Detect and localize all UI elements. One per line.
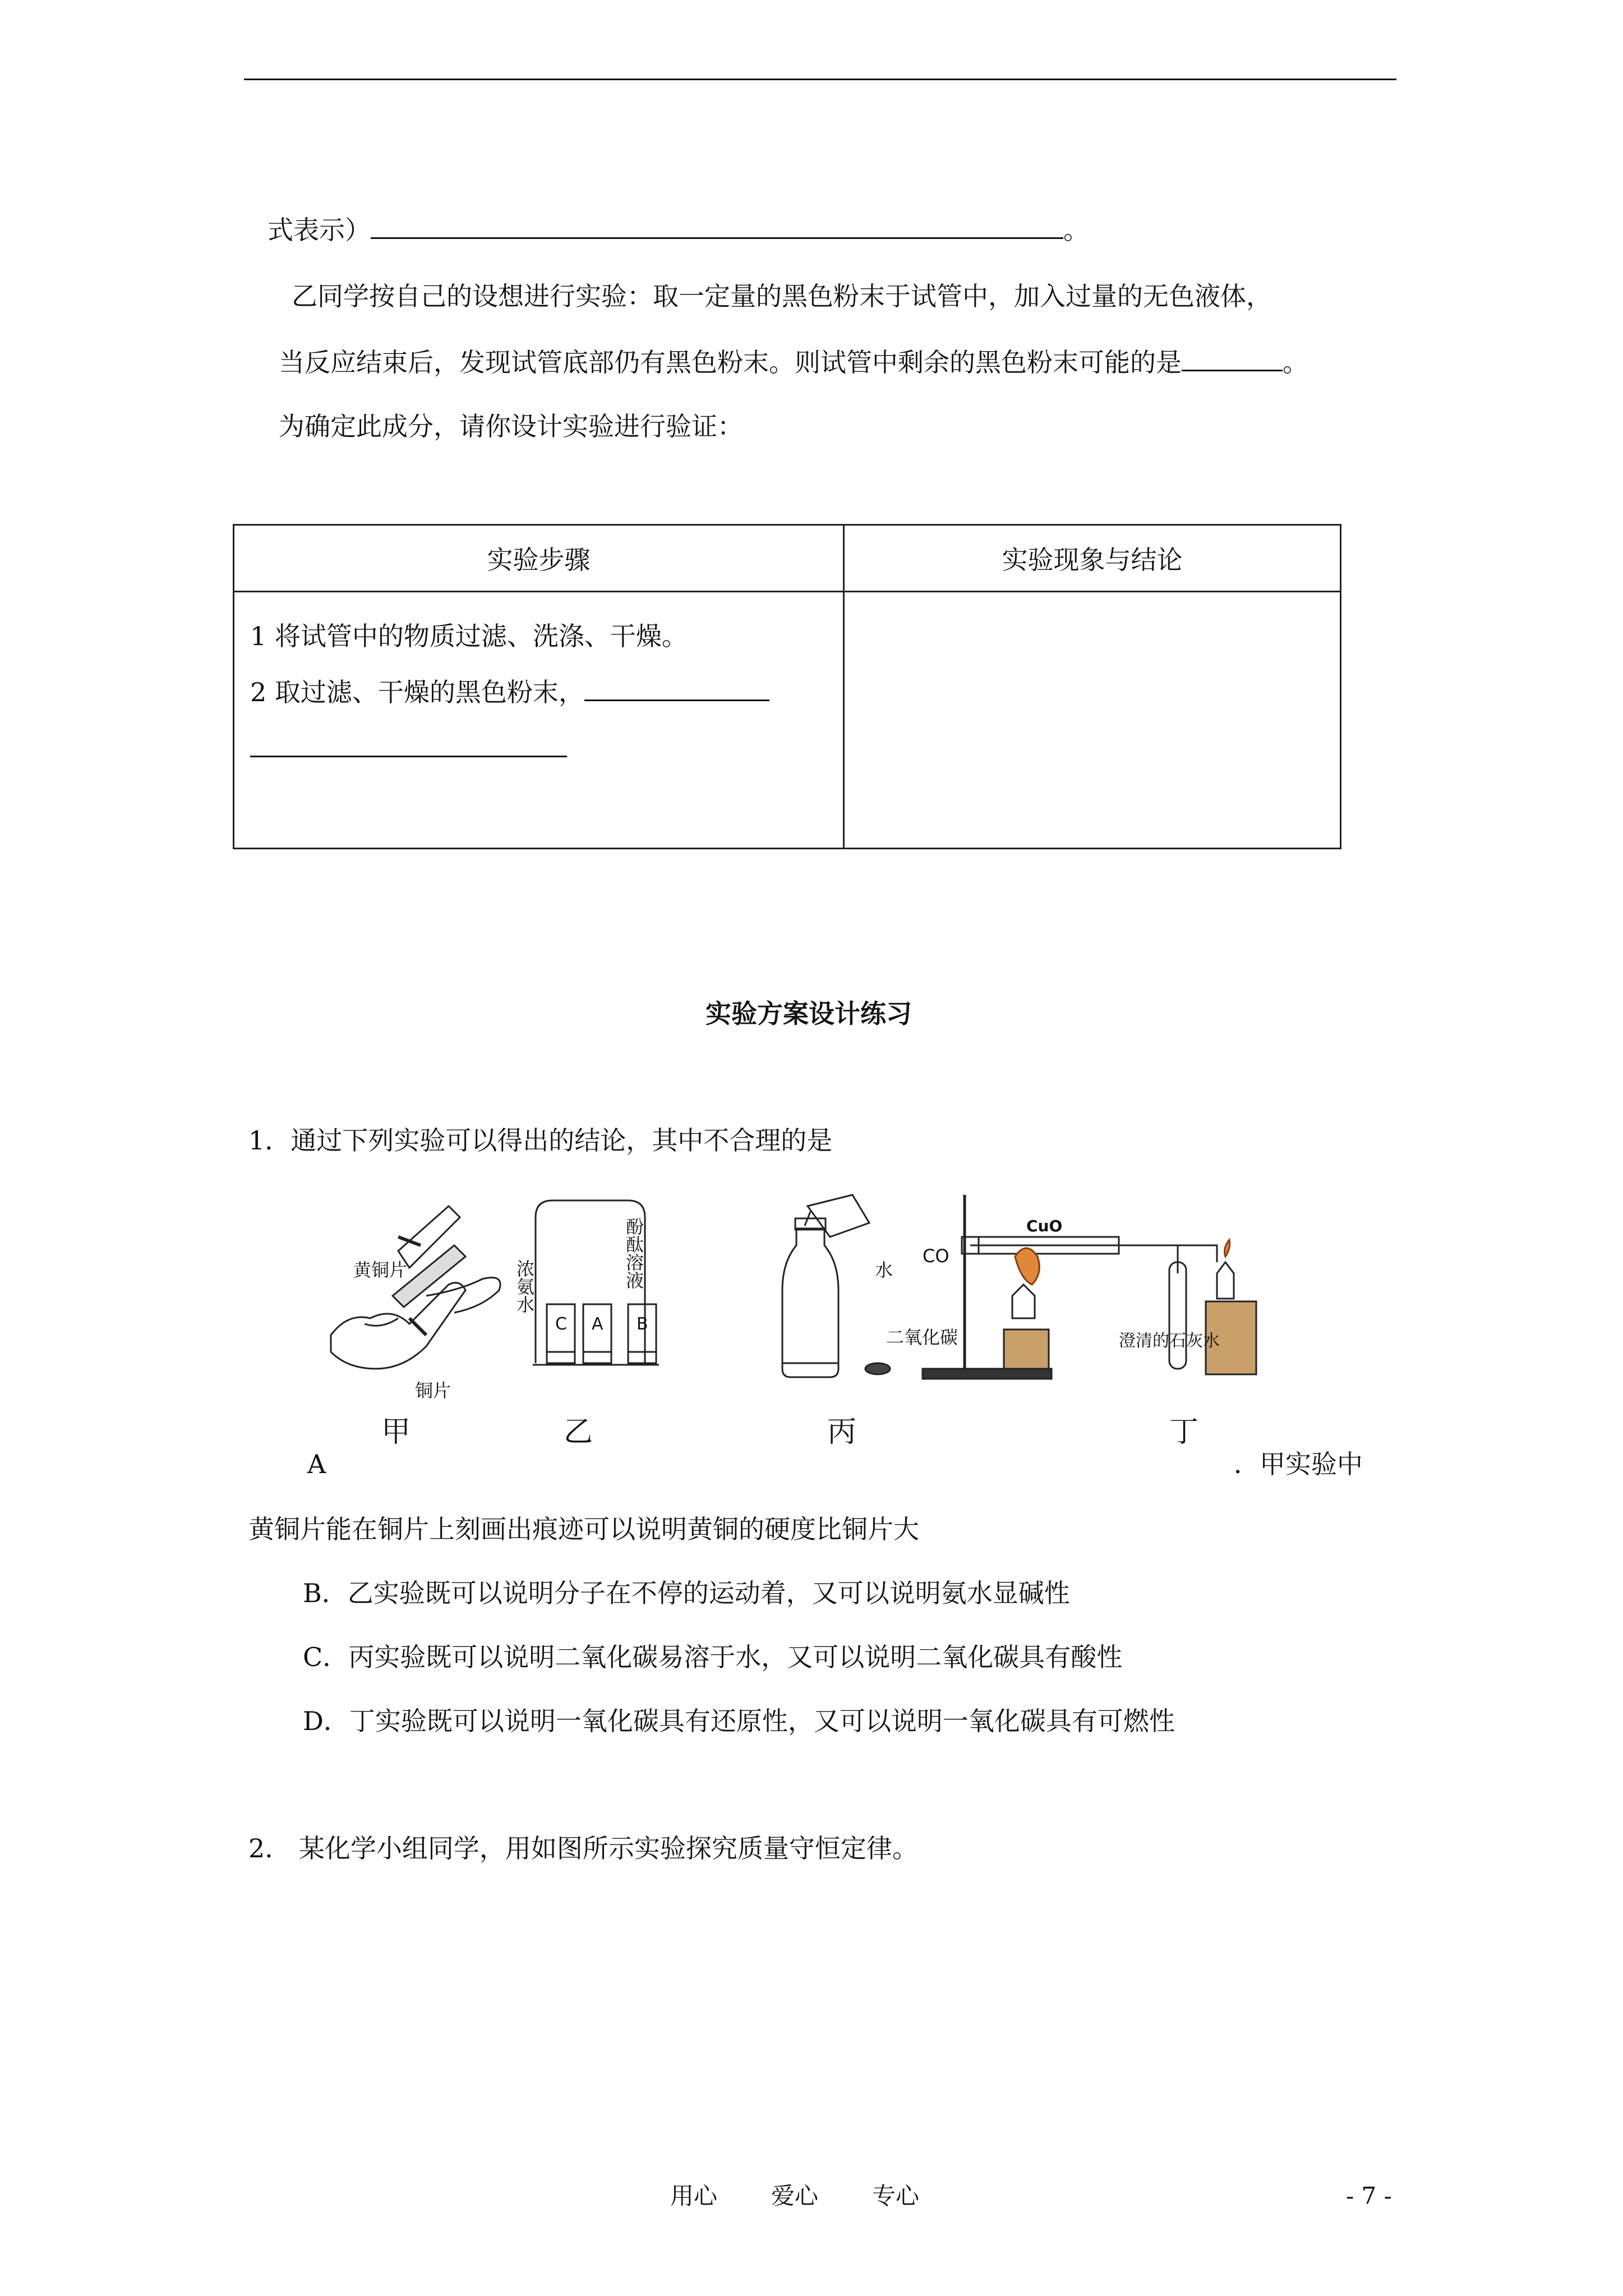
- q1-figure: [314, 1184, 1324, 1449]
- answer-blank-1[interactable]: [371, 215, 1063, 239]
- table-header-row: [234, 525, 1341, 592]
- beaker-b-label: B: [637, 1314, 648, 1334]
- header-rule: [244, 79, 1396, 80]
- option-d: D．丁实验既可以说明一氧化碳具有还原性，又可以说明一氧化碳具有可燃性: [303, 1706, 1175, 1736]
- paragraph-line-2: 乙同学按自己的设想进行实验：取一定量的黑色粉末于试管中，加入过量的无色液体，: [292, 281, 1272, 311]
- caption-yi: 乙: [564, 1415, 593, 1449]
- step-2-blank-2[interactable]: [250, 733, 567, 757]
- q2-stem: 2． 某化学小组同学，用如图所示实验探究质量守恒定律。: [248, 1833, 918, 1864]
- option-a-letter: A: [307, 1449, 326, 1479]
- answer-line-1: 式表示） 。: [268, 215, 1089, 245]
- experiment-table: [233, 524, 1341, 849]
- table-cell-steps: [234, 592, 844, 849]
- footer-word-1: 用心: [670, 2182, 718, 2210]
- option-b: B．乙实验既可以说明分子在不停的运动着，又可以说明氨水显碱性: [303, 1578, 1070, 1608]
- label-cuo: CuO: [1026, 1217, 1063, 1235]
- caption-bing: 丙: [827, 1415, 857, 1449]
- table-cell-results[interactable]: [844, 592, 1341, 849]
- section-title: 实验方案设计练习: [706, 999, 912, 1029]
- page-number: - 7 -: [1346, 2182, 1392, 2210]
- figure-ding: [923, 1195, 1256, 1379]
- q1-stem: 1．通过下列实验可以得出的结论，其中不合理的是: [248, 1125, 833, 1156]
- label-co: CO: [923, 1245, 949, 1267]
- label-water: 水: [875, 1259, 893, 1281]
- beaker-a-label: A: [592, 1314, 603, 1334]
- caption-jia: 甲: [381, 1415, 411, 1449]
- option-a-lead: ．甲实验中: [1234, 1449, 1363, 1479]
- table-header-steps: 实验步骤: [234, 525, 844, 592]
- beaker-c-label: C: [555, 1314, 567, 1334]
- label-brass: 黄铜片: [353, 1259, 408, 1281]
- answer-blank-2[interactable]: [1182, 347, 1283, 371]
- step-2-blank[interactable]: [584, 677, 769, 701]
- option-c: C．丙实验既可以说明二氧化碳易溶于水，又可以说明二氧化碳具有酸性: [303, 1642, 1123, 1672]
- label-phenol: 酚酞溶液: [623, 1217, 644, 1289]
- step-2: 2 取过滤、干燥的黑色粉末，: [250, 664, 829, 720]
- option-a-text: 黄铜片能在铜片上刻画出痕迹可以说明黄铜的硬度比铜片大: [248, 1514, 919, 1544]
- label-limewater: 澄清的石灰水: [1119, 1331, 1220, 1351]
- caption-ding: 丁: [1169, 1415, 1199, 1449]
- figure-bing: [782, 1195, 890, 1377]
- table-header-results: 实验现象与结论: [844, 525, 1341, 592]
- paragraph-line-4: 为确定此成分，请你设计实验进行验证：: [279, 411, 743, 441]
- step-2-continuation: [250, 720, 829, 776]
- label-copper: 铜片: [415, 1380, 451, 1401]
- table-row: [234, 592, 1341, 849]
- step-1: 1 将试管中的物质过滤、洗涤、干燥。: [250, 621, 688, 651]
- figure-jia: [331, 1206, 500, 1369]
- label-ammonia: 浓氨水: [514, 1259, 535, 1313]
- label-co2: 二氧化碳: [886, 1327, 958, 1348]
- footer-word-2: 爱心: [771, 2182, 819, 2210]
- footer-word-3: 专心: [872, 2182, 920, 2210]
- paragraph-line-3: 当反应结束后，发现试管底部仍有黑色粉末。则试管中剩余的黑色粉末可能的是 。: [279, 347, 1308, 378]
